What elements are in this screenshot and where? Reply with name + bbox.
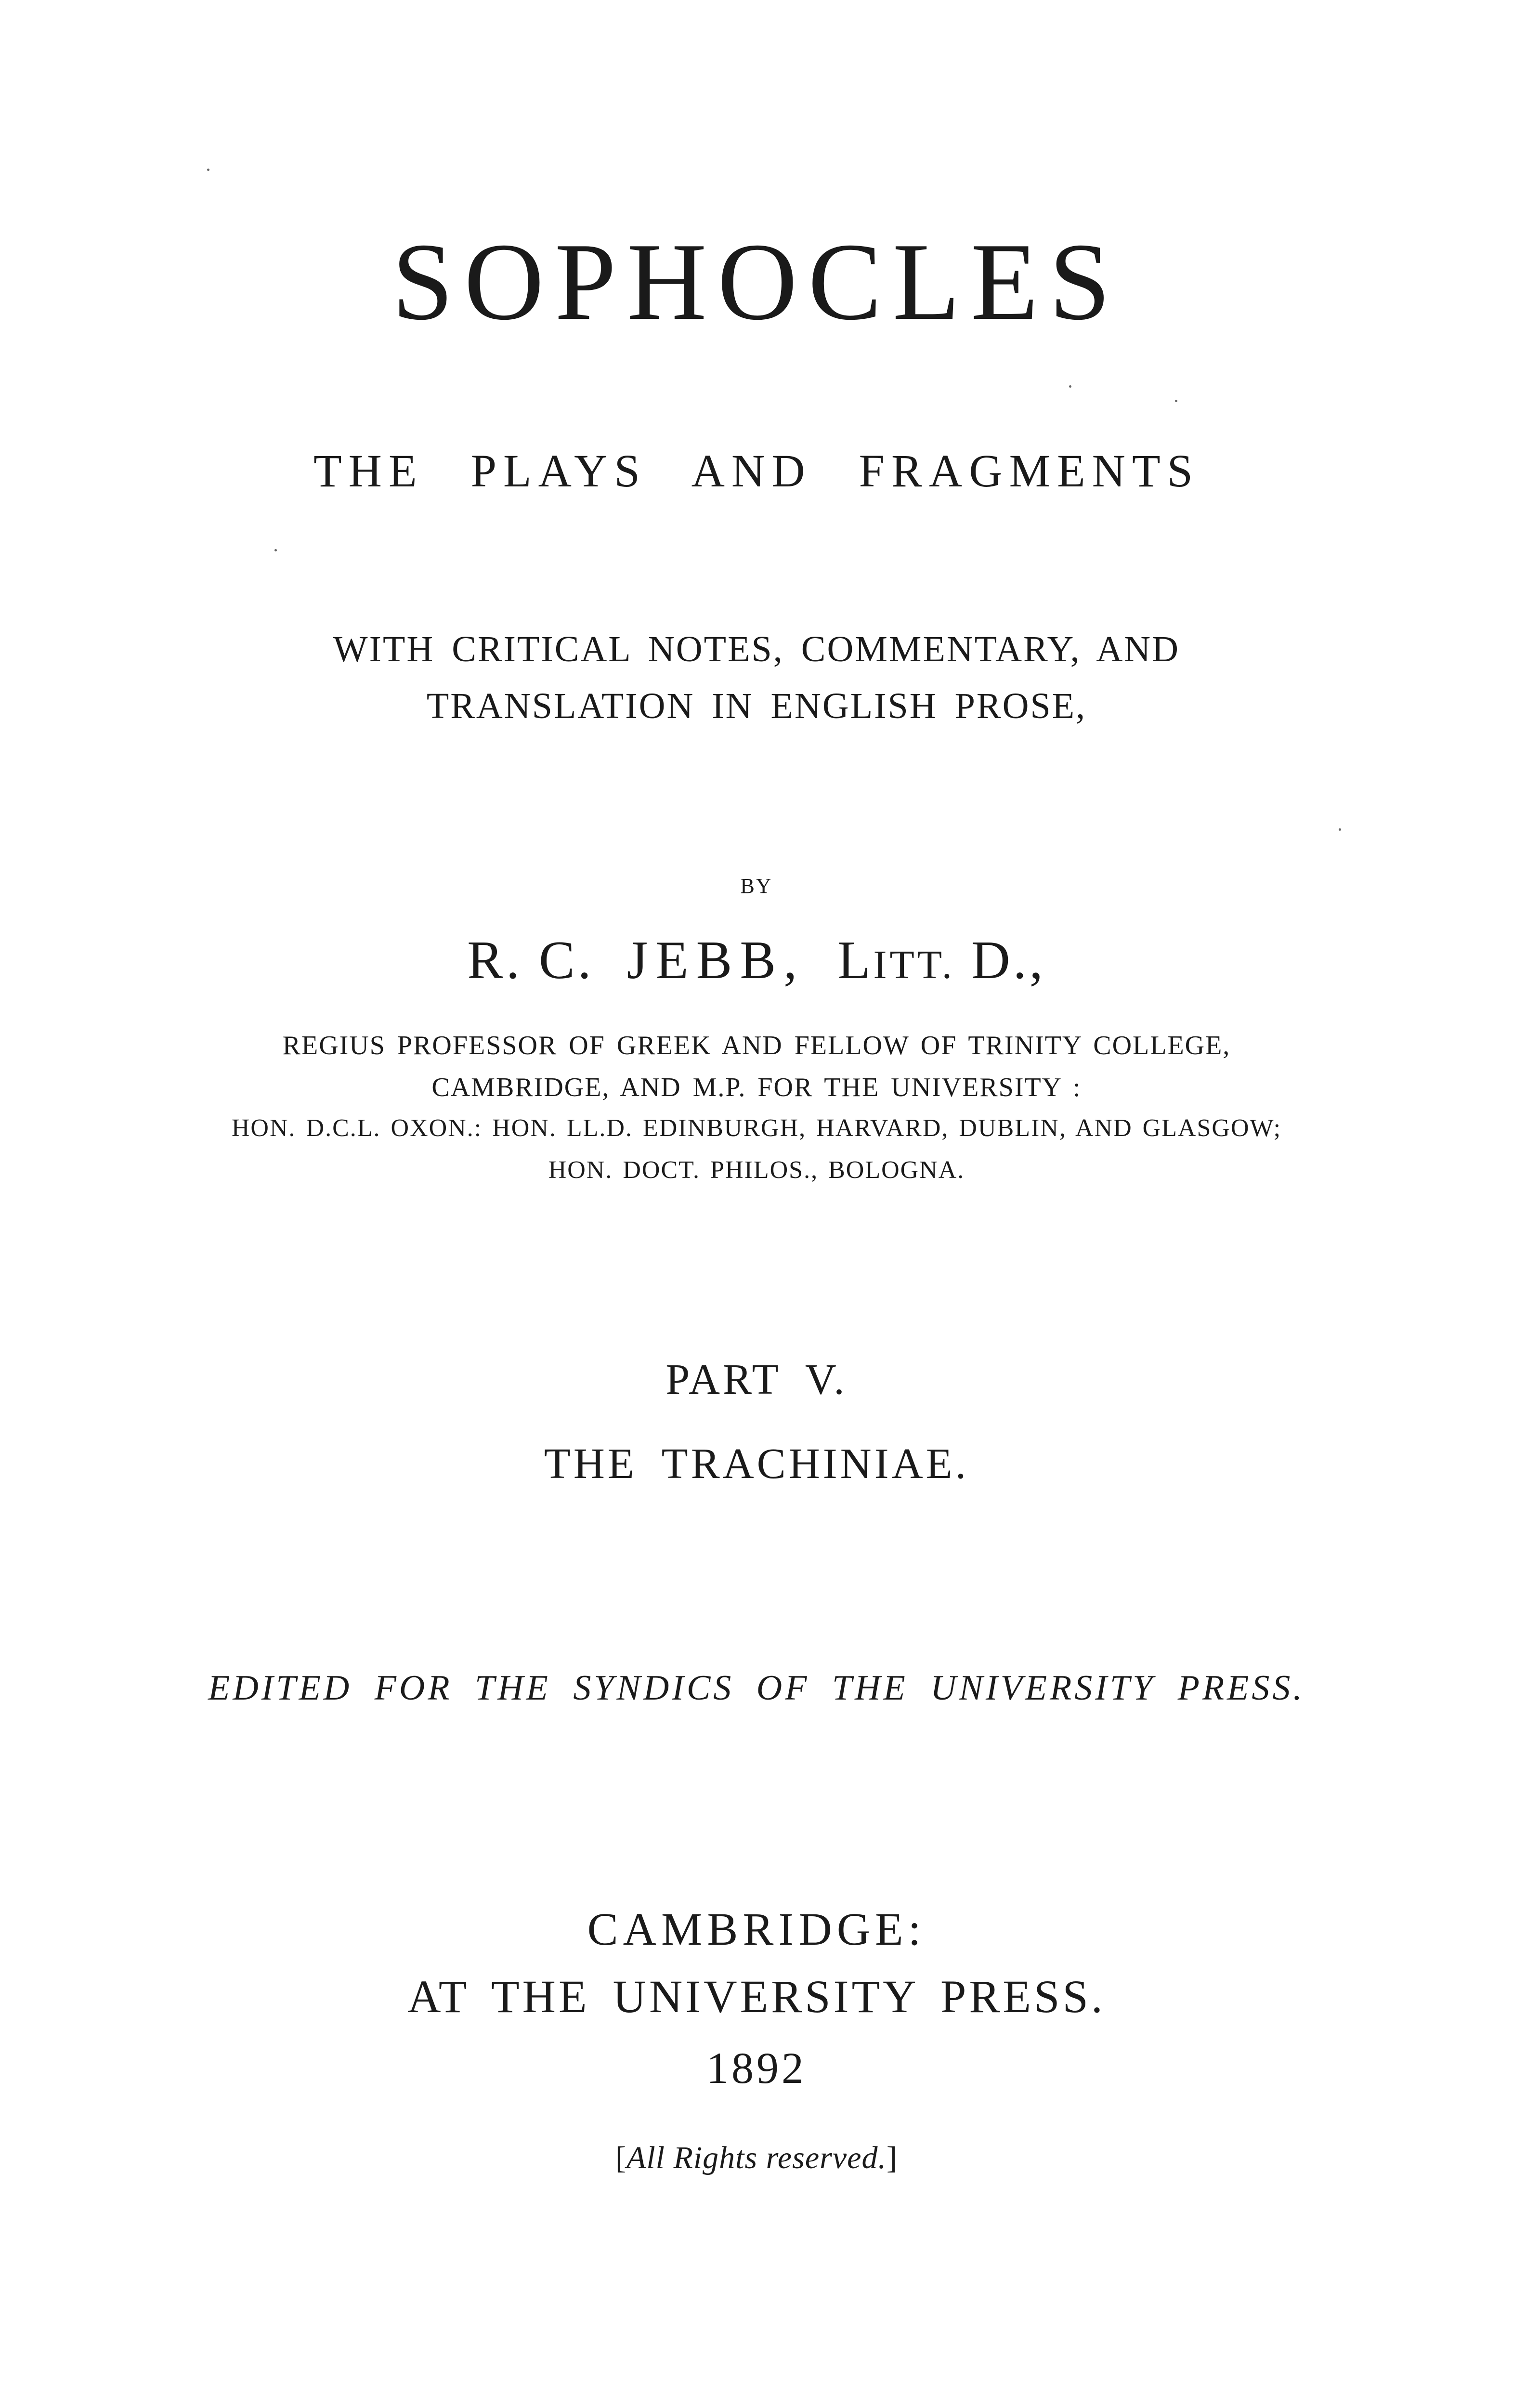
credentials-line-3: HON. D.C.L. OXON.: HON. LL.D. EDINBURGH, HARVARD, DUBLIN, AND GLASGOW; xyxy=(231,1114,1282,1142)
imprint-year: 1892 xyxy=(706,2043,807,2093)
scan-speck xyxy=(207,169,209,171)
play-title: THE TRACHINIAE. xyxy=(544,1440,969,1488)
author-surname: JEBB, xyxy=(626,930,805,990)
imprint-press: AT THE UNIVERSITY PRESS. xyxy=(407,1971,1106,2022)
by-label: BY xyxy=(740,874,773,898)
author-initials: R. C. xyxy=(467,930,594,990)
rights-text: All Rights reserved. xyxy=(626,2140,887,2175)
imprint-city: CAMBRIDGE: xyxy=(587,1903,926,1955)
author-name xyxy=(0,930,1513,990)
rights-close-bracket: ] xyxy=(886,2140,898,2175)
book-title: SOPHOCLES xyxy=(391,220,1122,343)
scan-speck xyxy=(274,549,277,551)
credentials-line-2: CAMBRIDGE, AND M.P. FOR THE UNIVERSITY : xyxy=(431,1073,1082,1102)
author-degree-end: D., xyxy=(971,930,1046,990)
description-line-2: TRANSLATION IN ENGLISH PROSE, xyxy=(426,686,1087,726)
credentials-line-4: HON. DOCT. PHILOS., BOLOGNA. xyxy=(548,1156,965,1184)
rights-notice xyxy=(0,2142,1513,2174)
part-number: PART V. xyxy=(665,1356,848,1403)
author-degree-first: L xyxy=(837,930,874,990)
book-subtitle: THE PLAYS AND FRAGMENTS xyxy=(313,445,1200,497)
credentials-line-1: REGIUS PROFESSOR OF GREEK AND FELLOW OF TRINITY COLLEGE, xyxy=(282,1031,1231,1060)
edited-for-note: EDITED FOR THE SYNDICS OF THE UNIVERSITY PRESS. xyxy=(208,1668,1305,1708)
scan-speck xyxy=(1339,828,1341,831)
rights-open-bracket: [ xyxy=(615,2140,627,2175)
scan-speck xyxy=(1069,385,1071,388)
description-line-1: WITH CRITICAL NOTES, COMMENTARY, AND xyxy=(333,629,1180,669)
scan-speck xyxy=(1175,400,1177,402)
author-degree-rest: ITT. xyxy=(873,942,955,987)
